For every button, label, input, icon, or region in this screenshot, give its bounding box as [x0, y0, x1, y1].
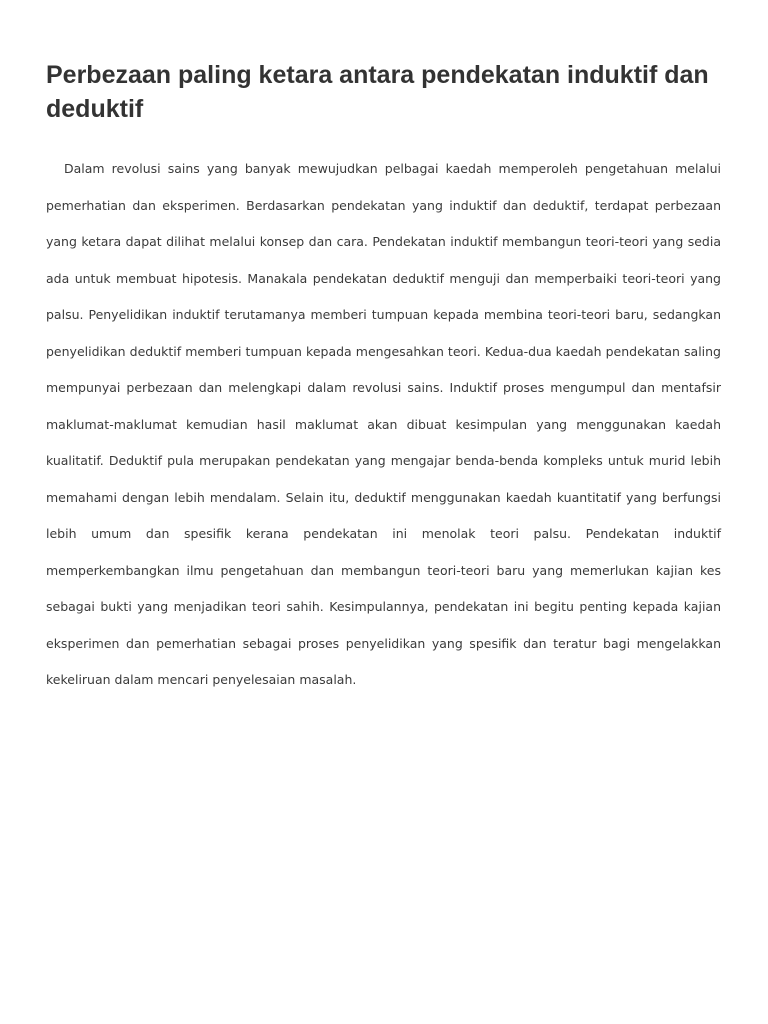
body-paragraph: Dalam revolusi sains yang banyak mewujudkan pelbagai kaedah memperoleh pengetahuan melalui pemerhatian dan eksperimen. Berdasarkan pendekatan yang induktif dan deduktif, terdapat perbezaan yang ketara dapat dilihat melalui konsep dan cara. Pendekatan induktif membangun teori-teori yang sedia ada untuk membuat hipotesis. Manakala pendekatan deduktif menguji dan memperbaiki teori-teori yang palsu. Penyelidikan induktif terutamanya memberi tumpuan kepada membina teori-teori baru, sedangkan penyelidikan deduktif memberi tumpuan kepada mengesahkan teori. Kedua-dua kaedah pendekatan saling mempunyai perbezaan dan melengkapi dalam revolusi sains. Induktif proses mengumpul dan mentafsir maklumat-maklumat kemudian hasil maklumat akan dibuat kesimpulan yang menggunakan kaedah kualitatif. Deduktif pula merupakan pendekatan yang mengajar benda-benda kompleks untuk murid lebih memahami dengan lebih mendalam. Selain itu, deduktif menggunakan kaedah kuantitatif yang berfungsi lebih umum dan spesifik kerana pendekatan ini menolak teori palsu. Pendekatan induktif memperkembangkan ilmu pengetahuan dan membangun teori-teori baru yang memerlukan kajian kes sebagai bukti yang menjadikan teori sahih. Kesimpulannya, pendekatan ini begitu penting kepada kajian eksperimen dan pemerhatian sebagai proses penyelidikan yang spesifik dan teratur bagi mengelakkan kekeliruan dalam mencari penyelesaian masalah. — [46, 161, 721, 687]
document-title: Perbezaan paling ketara antara pendekatan induktif dan deduktif — [46, 61, 709, 123]
